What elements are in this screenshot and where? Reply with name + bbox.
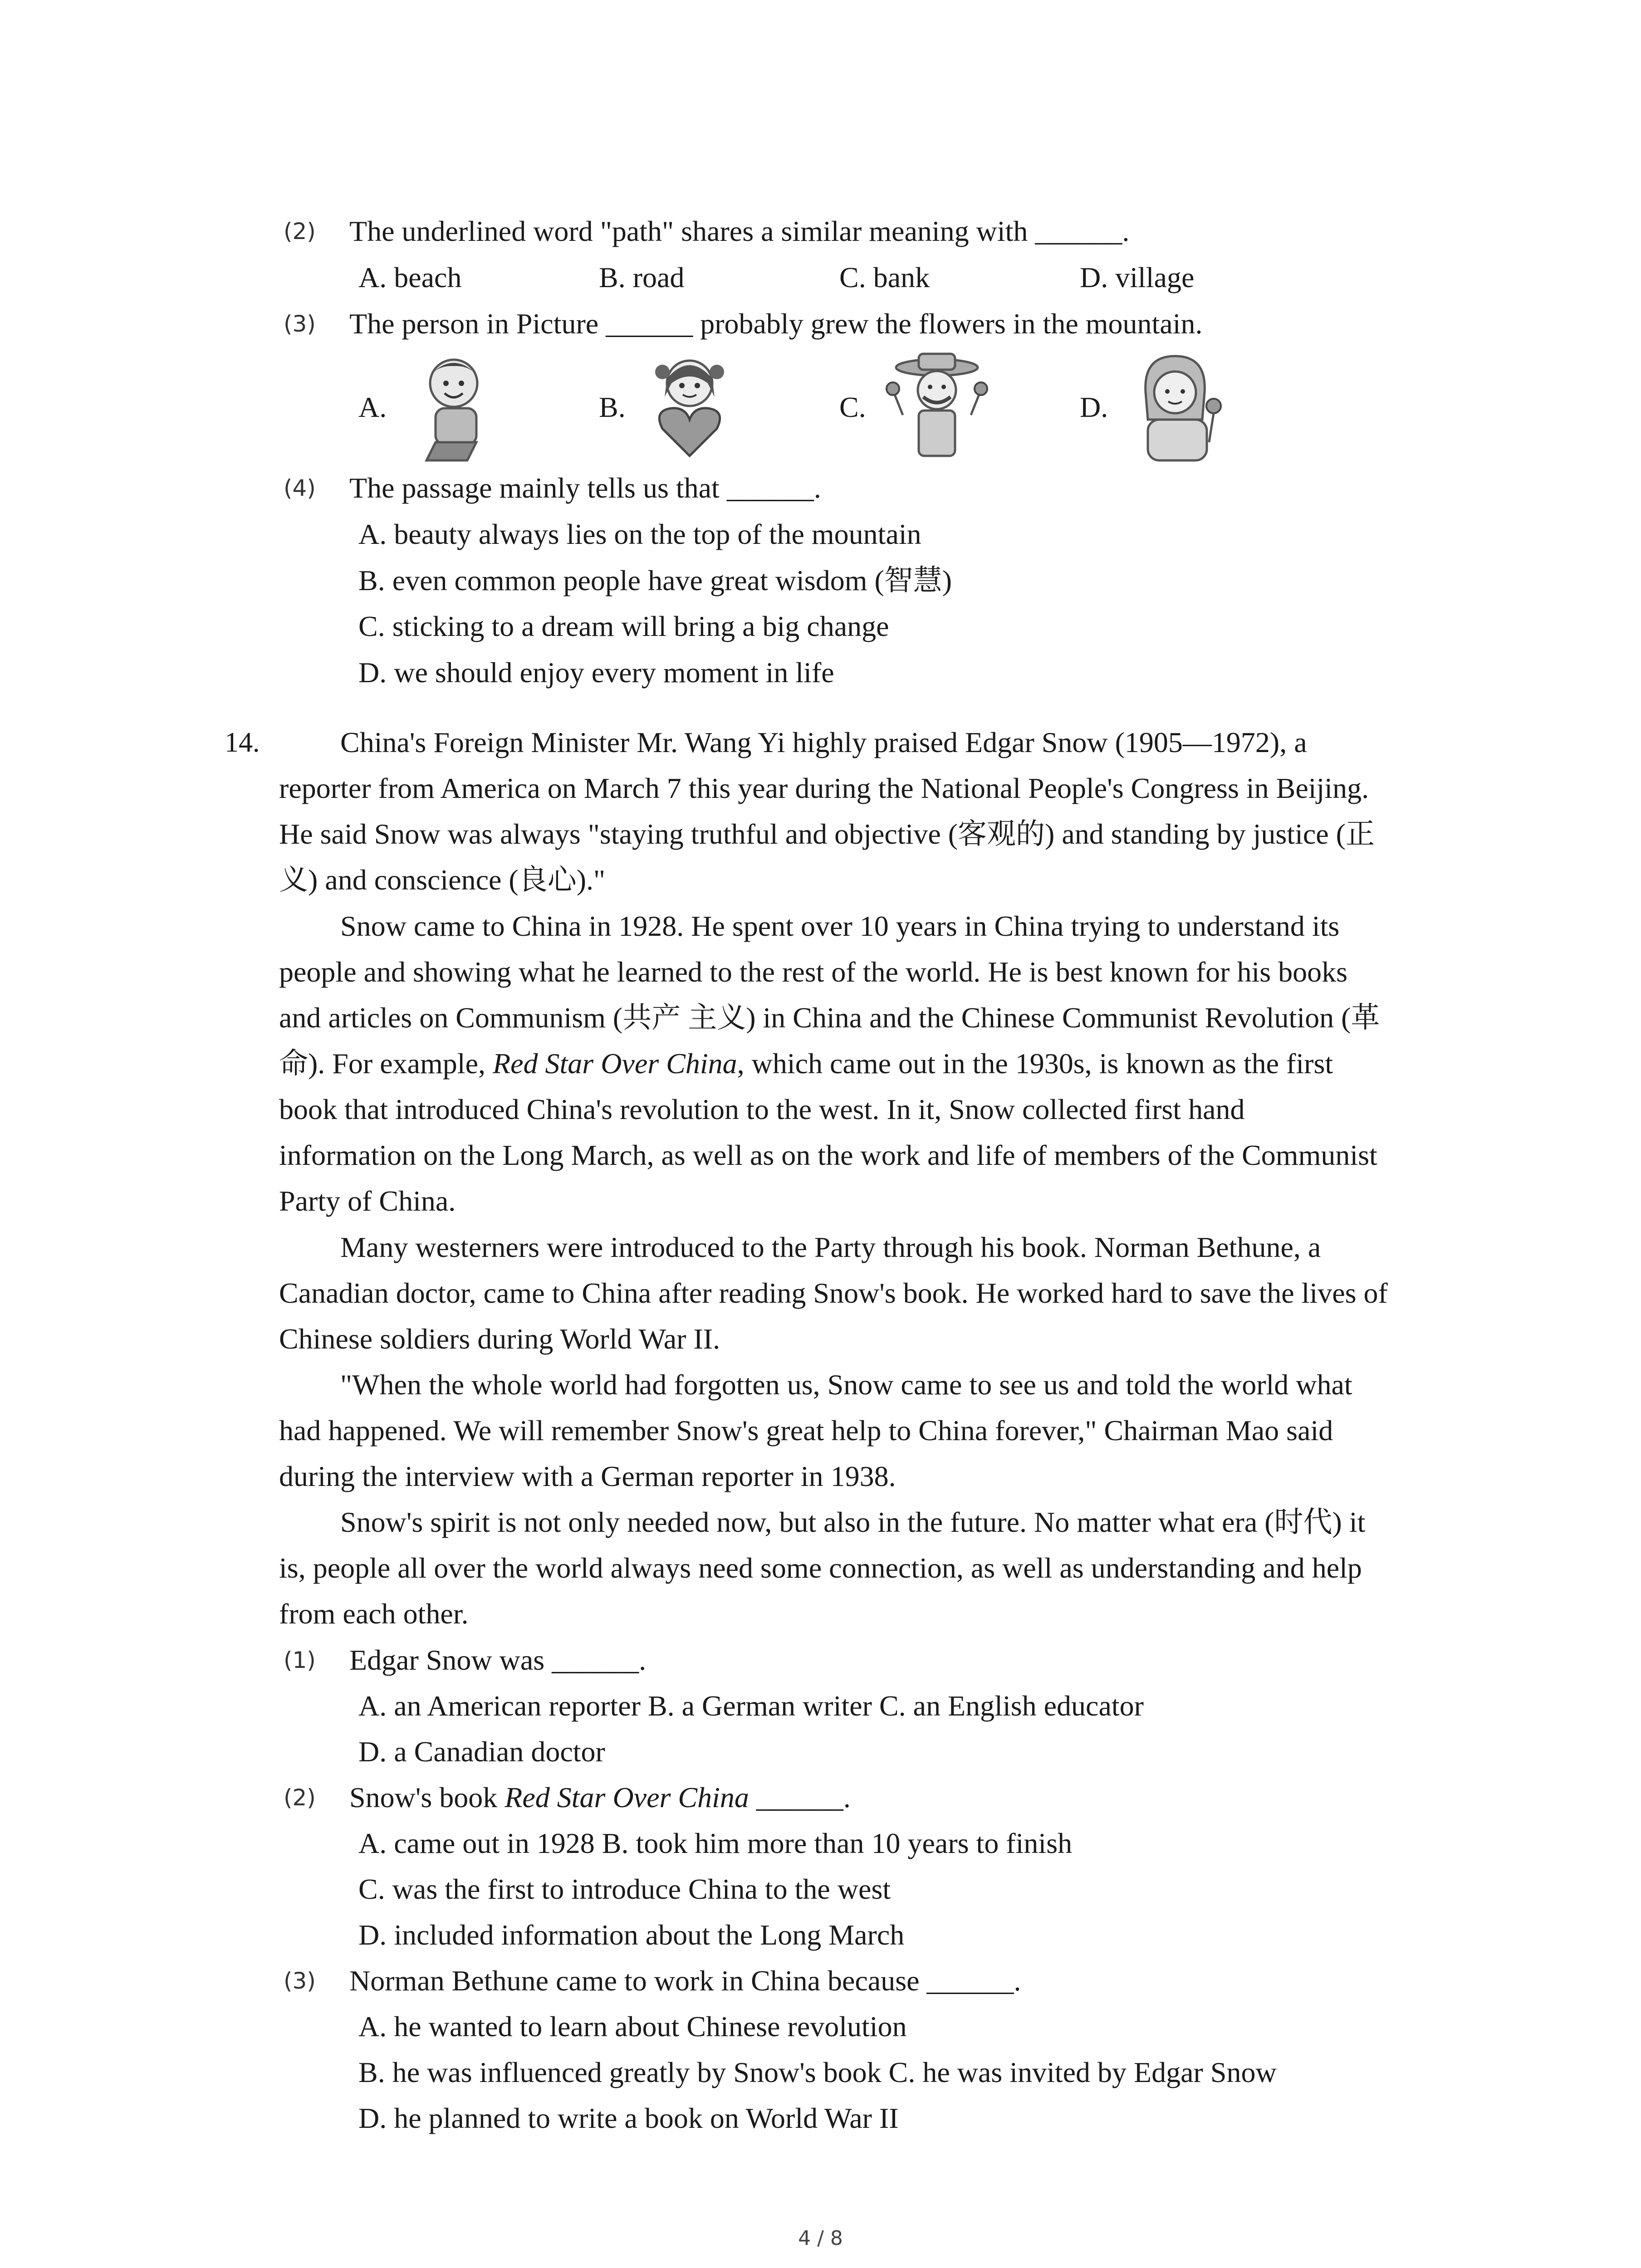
passage-line: and articles on Communism (共产 主义) in China and the Chinese Communist Revolution (革 bbox=[279, 1002, 1380, 1034]
passage-line: Party of China. bbox=[279, 1185, 456, 1217]
option-b: B. road bbox=[599, 261, 685, 293]
option-c: C. was the first to introduce China to the west bbox=[358, 1873, 891, 1905]
passage-line bbox=[279, 1046, 1333, 1082]
question-stem: The underlined word "path" shares a similar meaning with ______. bbox=[349, 215, 1130, 247]
option-d-label: D. bbox=[1080, 391, 1108, 423]
stem-text: ______. bbox=[749, 1781, 851, 1813]
options-line: B. he was influenced greatly by Snow's book C. he was invited by Edgar Snow bbox=[358, 2056, 1277, 2088]
question-number: (3) bbox=[284, 1968, 316, 1994]
option-b-label: B. bbox=[599, 391, 626, 423]
girl-with-heart-picture bbox=[635, 352, 758, 465]
passage-line: 义) and conscience (良心)." bbox=[279, 864, 606, 896]
passage-line: Snow came to China in 1928. He spent over 10 years in China trying to understand its bbox=[340, 910, 1340, 942]
passage-line: Snow's spirit is not only needed now, but also in the future. No matter what era (时代) it bbox=[340, 1506, 1366, 1538]
option-b: B. even common people have great wisdom (智慧) bbox=[358, 564, 952, 596]
option-a: A. he wanted to learn about Chinese revolution bbox=[358, 2010, 907, 2043]
passage-text: , which came out in the 1930s, is known as the first bbox=[737, 1047, 1333, 1080]
passage-line: Chinese soldiers during World War II. bbox=[279, 1323, 720, 1355]
question-stem bbox=[349, 1779, 851, 1816]
passage-line: reporter from America on March 7 this year during the National People's Congress in Beijing. bbox=[279, 772, 1369, 804]
question-number: 14. bbox=[225, 727, 260, 758]
option-c: C. bank bbox=[839, 261, 930, 293]
passage-line: from each other. bbox=[279, 1598, 469, 1630]
option-d: D. a Canadian doctor bbox=[358, 1735, 605, 1768]
question-number: (2) bbox=[284, 1784, 316, 1811]
stem-text: Snow's book bbox=[349, 1781, 505, 1813]
question-stem: Norman Bethune came to work in China because ______. bbox=[349, 1965, 1021, 1997]
options-line: A. came out in 1928 B. took him more than 10 years to finish bbox=[358, 1827, 1073, 1859]
option-d: D. we should enjoy every moment in life bbox=[358, 656, 834, 689]
question-number: (1) bbox=[284, 1647, 316, 1673]
question-number: (3) bbox=[284, 311, 316, 337]
book-title: Red Star Over China bbox=[505, 1781, 749, 1813]
option-c: C. sticking to a dream will bring a big change bbox=[358, 610, 889, 642]
passage-line: during the interview with a German reporter in 1938. bbox=[279, 1460, 896, 1492]
option-d: D. he planned to write a book on World War II bbox=[358, 2102, 899, 2134]
options-line: A. an American reporter B. a German writer C. an English educator bbox=[358, 1690, 1144, 1722]
option-a-label: A. bbox=[358, 391, 387, 423]
question-stem: The person in Picture ______ probably grew the flowers in the mountain. bbox=[349, 308, 1203, 340]
farmer-with-flowers-picture bbox=[876, 347, 998, 460]
passage-line: China's Foreign Minister Mr. Wang Yi highly praised Edgar Snow (1905—1972), a bbox=[340, 726, 1307, 758]
option-d: D. village bbox=[1080, 261, 1195, 293]
woman-picture bbox=[1116, 352, 1239, 465]
passage-line: information on the Long March, as well as on the work and life of members of the Communist bbox=[279, 1139, 1377, 1171]
passage-line: people and showing what he learned to the rest of the world. He is best known for his books bbox=[279, 956, 1348, 988]
passage-line: had happened. We will remember Snow's great help to China forever," Chairman Mao said bbox=[279, 1414, 1333, 1447]
book-title: Red Star Over China bbox=[493, 1047, 737, 1080]
passage-text: 命). For example, bbox=[279, 1047, 493, 1080]
passage-line: Canadian doctor, came to China after reading Snow's book. He worked hard to save the lives of bbox=[279, 1277, 1388, 1309]
option-a: A. beach bbox=[358, 261, 462, 293]
page-number: 4 / 8 bbox=[798, 2227, 843, 2250]
passage-line: Many westerners were introduced to the Party through his book. Norman Bethune, a bbox=[340, 1231, 1321, 1263]
boy-picture bbox=[399, 352, 522, 465]
passage-line: He said Snow was always "staying truthful and objective (客观的) and standing by justice (正 bbox=[279, 818, 1375, 850]
question-number: (2) bbox=[284, 218, 316, 244]
question-number: (4) bbox=[284, 475, 316, 501]
question-stem: The passage mainly tells us that ______. bbox=[349, 472, 821, 504]
question-stem: Edgar Snow was ______. bbox=[349, 1644, 647, 1676]
option-a: A. beauty always lies on the top of the mountain bbox=[358, 518, 921, 550]
passage-line: is, people all over the world always need some connection, as well as understanding and help bbox=[279, 1552, 1362, 1584]
passage-line: "When the whole world had forgotten us, Snow came to see us and told the world what bbox=[340, 1369, 1352, 1401]
option-d: D. included information about the Long March bbox=[358, 1919, 905, 1951]
passage-line: book that introduced China's revolution to the west. In it, Snow collected first hand bbox=[279, 1093, 1245, 1125]
option-c-label: C. bbox=[839, 391, 866, 423]
